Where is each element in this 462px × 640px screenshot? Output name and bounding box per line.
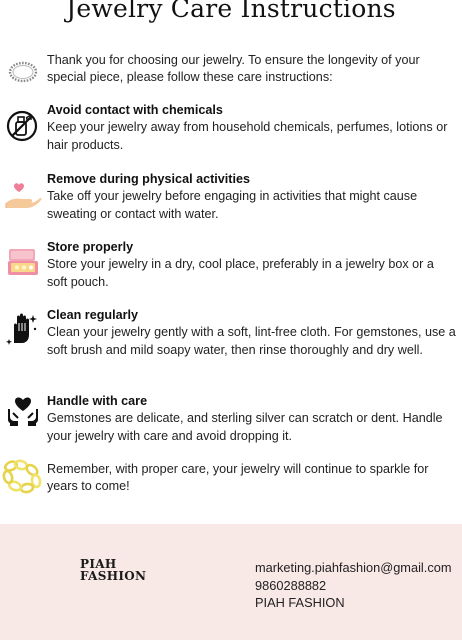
care-item-body: Gemstones are delicate, and sterling silver can scratch or dent. Handle your jewelry with care and avoid dropping it. — [47, 411, 443, 443]
email-link[interactable]: marketing.piahfashion@gmail.com — [255, 560, 452, 575]
intro-text: Thank you for choosing our jewelry. To ensure the longevity of your special piece, please follow these care instructions: — [47, 53, 420, 85]
footer — [0, 524, 462, 640]
care-item-body: Store your jewelry in a dry, cool place, preferably in a jewelry box or a soft pouch. — [47, 257, 434, 289]
hand-heart-icon — [4, 177, 42, 215]
care-item-body: Take off your jewelry before engaging in activities that might cause sweating or contact with water. — [47, 189, 418, 221]
care-item-heading: Store properly — [47, 240, 134, 254]
clean-hand-icon — [4, 309, 42, 347]
care-item-heading: Remove during physical activities — [47, 172, 250, 186]
company-name: PIAH FASHION — [255, 595, 345, 611]
brand-name-line2: FASHION — [80, 569, 147, 583]
care-item-text — [47, 307, 457, 359]
care-item-text — [47, 171, 457, 223]
no-spray-icon — [4, 106, 42, 144]
contact-info — [255, 559, 452, 612]
closing-text: Remember, with proper care, your jewelry will continue to sparkle for years to come! — [47, 462, 429, 494]
page-title: Jewelry Care Instructions — [66, 0, 396, 23]
care-item-text — [47, 239, 457, 291]
care-item-body: Clean your jewelry gently with a soft, lint-free cloth. For gemstones, use a soft brush and mild soapy water, then rinse thoroughly and dry well. — [47, 325, 456, 357]
hands-heart-icon — [4, 393, 42, 431]
care-item-heading: Handle with care — [47, 394, 148, 408]
phone-number[interactable]: 9860288882 — [255, 577, 327, 593]
jewelry-box-icon — [4, 243, 42, 281]
care-item-text — [47, 393, 457, 445]
brand-name-line1: PIAH — [80, 557, 117, 571]
care-item-heading: Avoid contact with chemicals — [47, 103, 223, 117]
care-item-heading: Clean regularly — [47, 308, 138, 322]
brand-logo — [80, 558, 146, 582]
care-item-body: Keep your jewelry away from household chemicals, perfumes, lotions or hair products. — [47, 120, 448, 152]
bracelet-icon — [4, 54, 42, 92]
gold-chain-icon — [2, 457, 44, 497]
care-item-text — [47, 102, 457, 154]
